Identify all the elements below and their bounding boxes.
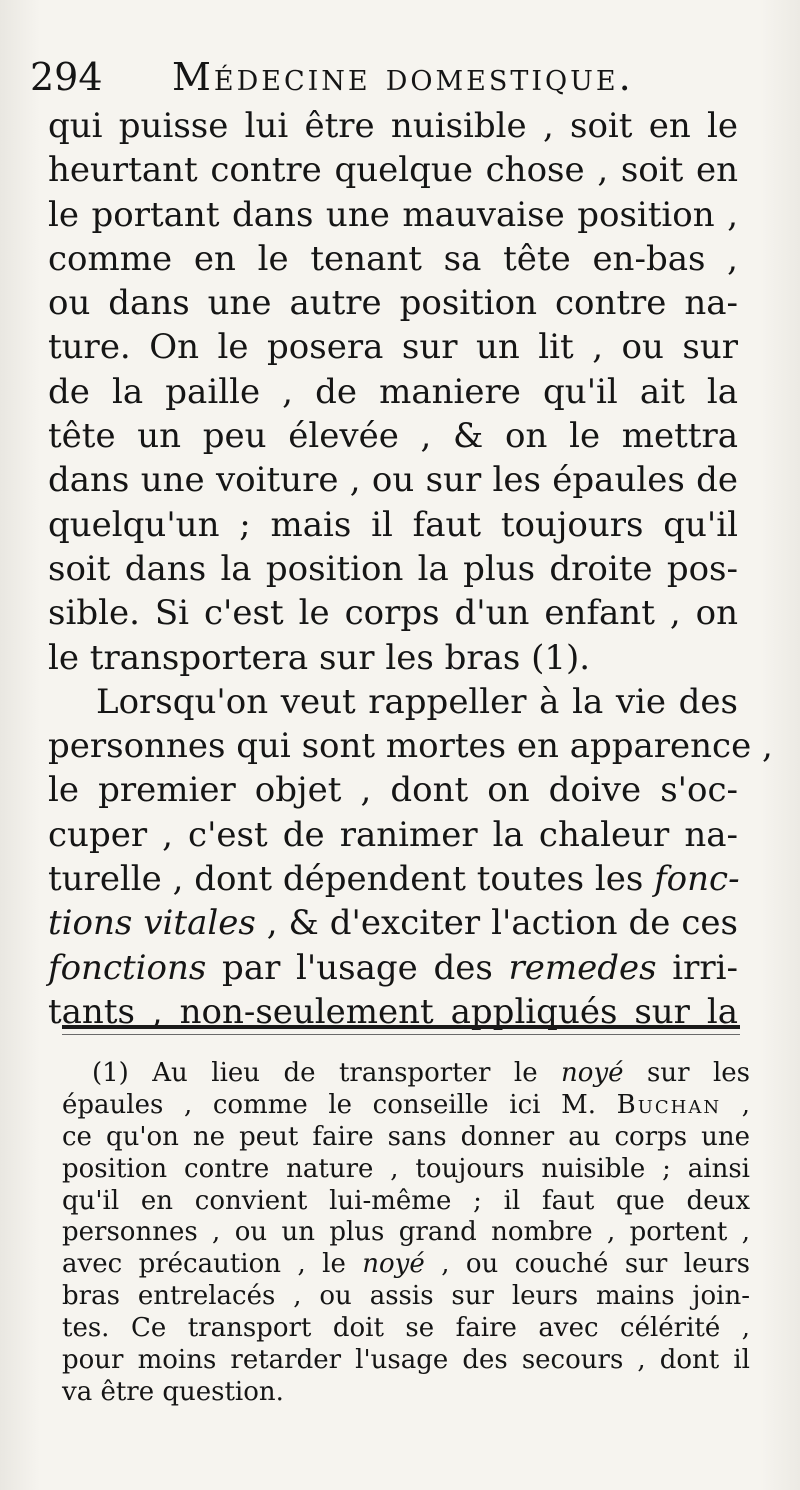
footnote-rule-thin [62, 1034, 740, 1035]
footnote [62, 1058, 750, 1409]
text-line: qui puisse lui être nuisible , soit en le [48, 106, 738, 146]
text-line: turelle , dont dépendent toutes les fonc- [48, 859, 740, 900]
text-line: cuper , c'est de ranimer la chaleur na- [48, 814, 738, 855]
text-line: dans une voiture , ou sur les épaules de [48, 460, 738, 501]
text-line: soit dans la position la plus droite pos- [48, 548, 738, 589]
main-text [48, 104, 773, 1034]
text-line: tants , non-seulement appliqués sur la [48, 991, 738, 1032]
page-number: 294 [30, 55, 103, 99]
text-line: le premier objet , dont on doive s'oc- [48, 770, 738, 811]
text-line: fonctions par l'usage des remedes irri- [48, 947, 738, 988]
footnote-line: personnes , ou un plus grand nombre , portent , [62, 1217, 750, 1248]
footnote-line: bras entrelacés , ou assis sur leurs mains join- [62, 1281, 750, 1312]
text-line: ture. On le posera sur un lit , ou sur [48, 327, 738, 368]
footnote-line: va être question. [62, 1376, 284, 1407]
footnote-line: position contre nature , toujours nuisible ; ainsi [62, 1153, 750, 1184]
text-line: personnes qui sont mortes en apparence , [48, 726, 773, 767]
text-line: sible. Si c'est le corps d'un enfant , on [48, 593, 738, 634]
text-line: le portant dans une mauvaise position , [48, 194, 738, 235]
text-line: comme en le tenant sa tête en-bas , [48, 238, 738, 279]
text-line: tête un peu élevée , & on le mettra [48, 416, 738, 457]
text-line: heurtant contre quelque chose , soit en [48, 150, 738, 191]
footnote-line: tes. Ce transport doit se faire avec célérité , [62, 1313, 750, 1344]
text-line: le transportera sur les bras (1). [48, 637, 591, 678]
running-title: Médecine domestique. [172, 55, 634, 99]
footnote-line: avec précaution , le noyé , ou couché sur leurs [62, 1249, 750, 1280]
footnote-line: ce qu'on ne peut faire sans donner au corps une [62, 1121, 750, 1152]
footnote-line: épaules , comme le conseille ici M. Buchan , [62, 1089, 751, 1120]
page-header [30, 52, 750, 102]
text-line: Lorsqu'on veut rappeller à la vie des [96, 681, 738, 722]
text-line: ou dans une autre position contre na- [48, 283, 738, 324]
footnote-line: (1) Au lieu de transporter le noyé sur les [92, 1058, 751, 1088]
text-line: tions vitales , & d'exciter l'action de ces [48, 903, 739, 944]
footnote-line: qu'il en convient lui-même ; il faut que deux [62, 1185, 750, 1216]
footnote-line: pour moins retarder l'usage des secours , dont il [62, 1345, 750, 1376]
text-line: de la paille , de maniere qu'il ait la [48, 371, 738, 412]
footnote-rule [62, 1025, 740, 1029]
text-line: quelqu'un ; mais il faut toujours qu'il [48, 504, 738, 545]
